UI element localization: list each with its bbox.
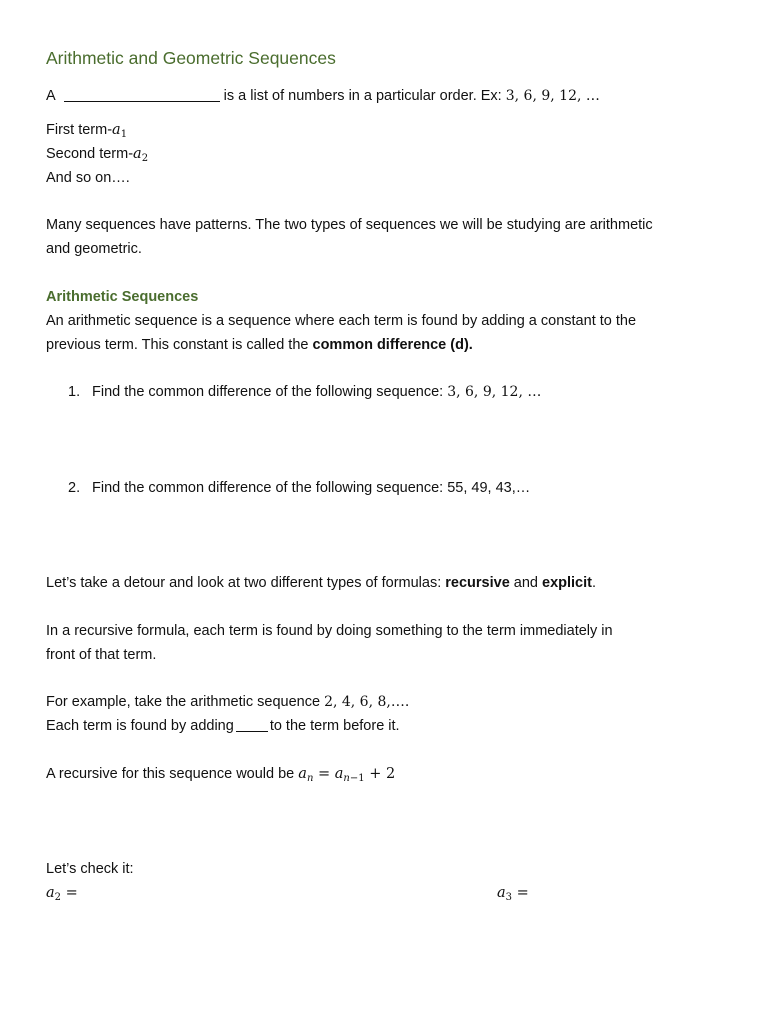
arithmetic-def-line-1: An arithmetic sequence is a sequence where each term is found by adding a constant to the bbox=[46, 313, 637, 329]
page-title: Arithmetic and Geometric Sequences bbox=[46, 48, 336, 68]
first-term-symbol: $a_1$ bbox=[112, 122, 128, 140]
formula-prefix: A recursive for this sequence would be bbox=[46, 766, 299, 782]
definition-example: 3, 6, 9, 12, … bbox=[505, 88, 600, 104]
example-sequence: 2, 4, 6, 8,…. bbox=[324, 694, 410, 710]
question-number: 1. bbox=[68, 384, 81, 400]
detour-and: and bbox=[509, 575, 543, 591]
intro-line-2: and geometric. bbox=[46, 241, 142, 257]
detour-period: . bbox=[591, 575, 597, 591]
check-a2: $a_2$ = bbox=[46, 885, 78, 903]
example-line-1 bbox=[46, 693, 409, 711]
question-number: 2. bbox=[68, 480, 81, 496]
second-term-label: Second term- bbox=[46, 146, 134, 162]
first-term-line bbox=[46, 121, 127, 139]
arithmetic-def-text: previous term. This constant is called the bbox=[46, 337, 313, 353]
second-term-symbol: $a_2$ bbox=[133, 146, 149, 164]
question-text: Find the common difference of the following sequence: bbox=[92, 384, 448, 400]
arithmetic-def-line-2 bbox=[46, 336, 473, 354]
question-1 bbox=[68, 383, 541, 401]
detour-text: Let’s take a detour and look at two different types of formulas: bbox=[46, 575, 446, 591]
second-term-line bbox=[46, 145, 148, 163]
recursive-formula: $a_n = a_{n-1} + 2$ bbox=[298, 766, 396, 784]
example-text: For example, take the arithmetic sequence bbox=[46, 694, 325, 710]
example-adding-text: Each term is found by adding bbox=[46, 718, 234, 734]
definition-suffix: is a list of numbers in a particular order. Ex: bbox=[223, 88, 502, 104]
check-a3: $a_3$ = bbox=[497, 885, 529, 903]
common-difference-term: common difference (d). bbox=[312, 337, 473, 353]
recursive-def-line-1: In a recursive formula, each term is found by doing something to the term immediately in bbox=[46, 623, 613, 639]
definition-blank bbox=[64, 87, 220, 102]
question-sequence: 3, 6, 9, 12, … bbox=[447, 384, 542, 400]
example-suffix-text: to the term before it. bbox=[269, 718, 400, 734]
detour-line bbox=[46, 574, 596, 592]
recursive-formula-line bbox=[46, 765, 395, 783]
definition-prefix: A bbox=[46, 88, 56, 104]
and-so-on: And so on…. bbox=[46, 170, 130, 186]
recursive-term: recursive bbox=[445, 575, 510, 591]
adding-blank bbox=[236, 717, 268, 732]
question-2 bbox=[68, 479, 530, 497]
recursive-def-line-2: front of that term. bbox=[46, 647, 157, 663]
example-line-2 bbox=[46, 717, 400, 735]
first-term-label: First term- bbox=[46, 122, 113, 138]
check-label: Let’s check it: bbox=[46, 861, 134, 877]
intro-line-1: Many sequences have patterns. The two types of sequences we will be studying are arithmetic bbox=[46, 217, 653, 233]
explicit-term: explicit bbox=[542, 575, 592, 591]
question-text: Find the common difference of the following sequence: 55, 49, 43,… bbox=[92, 480, 531, 496]
definition-line bbox=[46, 87, 600, 105]
arithmetic-heading: Arithmetic Sequences bbox=[46, 289, 199, 305]
